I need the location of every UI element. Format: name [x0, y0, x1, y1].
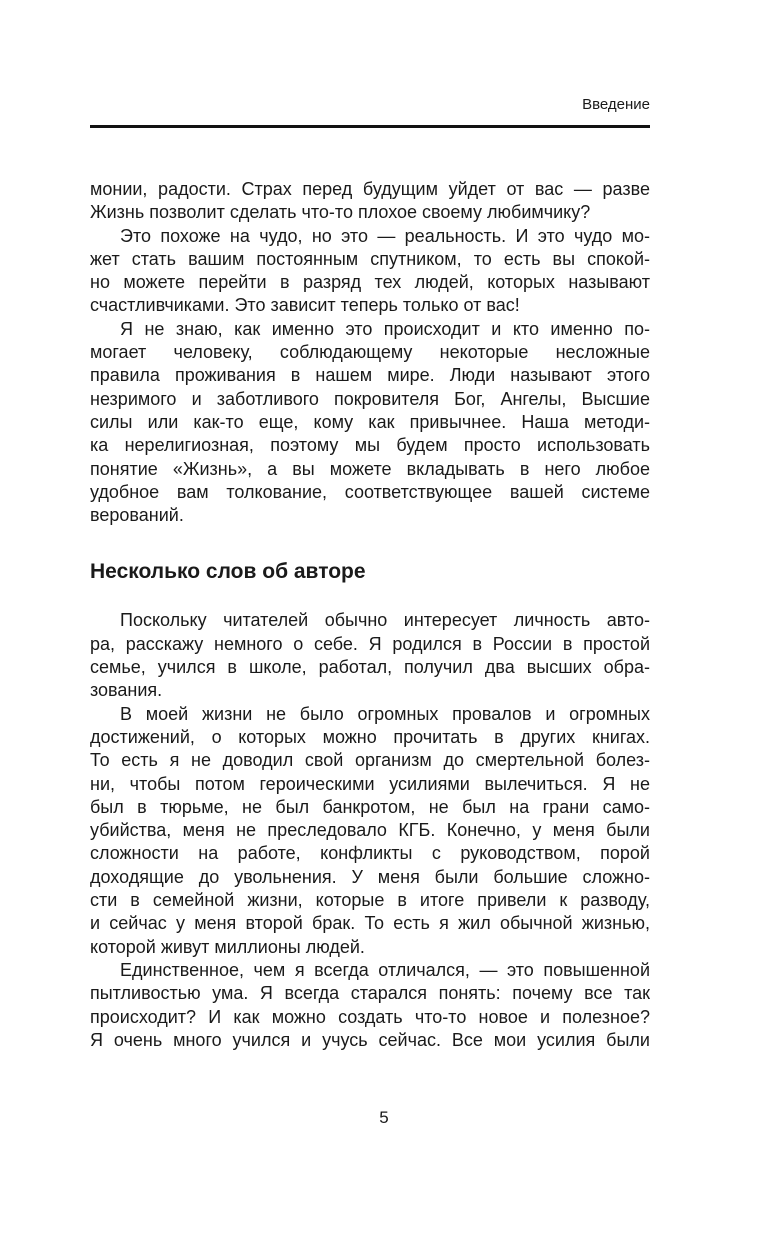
running-header: Введение	[582, 96, 650, 113]
paragraphs-after	[90, 609, 650, 1052]
text-line: Это похоже на чудо, но это — реальность. И это чудо мо-	[120, 225, 650, 246]
paragraph	[90, 959, 650, 1052]
text-line: верований.	[90, 505, 184, 526]
text-line: понятие «Жизнь», а вы можете вкладывать в него любое	[90, 458, 650, 479]
text-line: правила проживания в нашем мире. Люди называют этого	[90, 365, 650, 386]
text-line: пытливостью ума. Я всегда старался понять: почему все так	[90, 983, 650, 1004]
text-line: убийства, меня не преследовало КГБ. Конечно, у меня были	[90, 820, 650, 841]
page-body	[90, 178, 650, 1052]
paragraph	[90, 178, 650, 225]
text-line: удобное вам толкование, соответствующее вашей системе	[90, 481, 650, 502]
page-number: 5	[379, 1108, 389, 1127]
text-line: ни, чтобы потом героическими усилиями вылечиться. Я не	[90, 773, 650, 794]
text-line: достижений, о которых можно прочитать в других книгах.	[90, 726, 650, 747]
paragraph	[90, 225, 650, 318]
paragraphs-before	[90, 178, 650, 527]
text-line: незримого и заботливого покровителя Бог, Ангелы, Высшие	[90, 388, 650, 409]
text-line: семье, учился в школе, работал, получил два высших обра-	[90, 657, 650, 678]
text-line: В моей жизни не было огромных провалов и огромных	[120, 703, 650, 724]
text-line: зования.	[90, 680, 163, 701]
header-rule	[90, 125, 650, 128]
text-line: был в тюрьме, не был банкротом, не был на грани само-	[90, 796, 650, 817]
text-line: Я не знаю, как именно это происходит и кто именно по-	[120, 318, 650, 339]
text-line: сти в семейной жизни, которые в итоге привели к разводу,	[90, 890, 650, 911]
text-line: счастливчиками. Это зависит теперь только от вас!	[90, 295, 520, 316]
text-line: монии, радости. Страх перед будущим уйдет от вас — разве	[90, 179, 650, 199]
paragraph	[90, 703, 650, 959]
text-line: Я очень много учился и учусь сейчас. Все мои усилия были	[90, 1029, 650, 1050]
text-line: могает человеку, соблюдающему некоторые несложные	[90, 342, 650, 363]
text-line: Жизнь позволит сделать что-то плохое своему любимчику?	[90, 202, 591, 223]
text-line: силы или как-то еще, кому как привычнее. Наша методи-	[90, 411, 650, 432]
text-line: жет стать вашим постоянным спутником, то есть вы спокой-	[90, 248, 650, 269]
text-line: доходящие до увольнения. У меня были большие сложно-	[90, 866, 650, 887]
text-line: и сейчас у меня второй брак. То есть я жил обычной жизнью,	[90, 913, 650, 934]
paragraph	[90, 609, 650, 702]
text-line: сложности на работе, конфликты с руководством, порой	[90, 843, 650, 864]
section-heading: Несколько слов об авторе	[90, 560, 366, 584]
text-line: но можете перейти в разряд тех людей, которых называют	[90, 272, 650, 293]
text-line: Поскольку читателей обычно интересует личность авто-	[120, 610, 650, 631]
text-line: которой живут миллионы людей.	[90, 936, 365, 957]
text-line: Единственное, чем я всегда отличался, — это повышенной	[120, 959, 650, 980]
text-line: происходит? И как можно создать что-то новое и полезное?	[90, 1006, 650, 1027]
text-line: ка нерелигиозная, поэтому мы будем просто использовать	[90, 435, 650, 456]
text-line: ра, расскажу немного о себе. Я родился в России в простой	[90, 633, 650, 654]
paragraph	[90, 318, 650, 528]
text-line: То есть я не доводил свой организм до смертельной болез-	[90, 750, 650, 771]
